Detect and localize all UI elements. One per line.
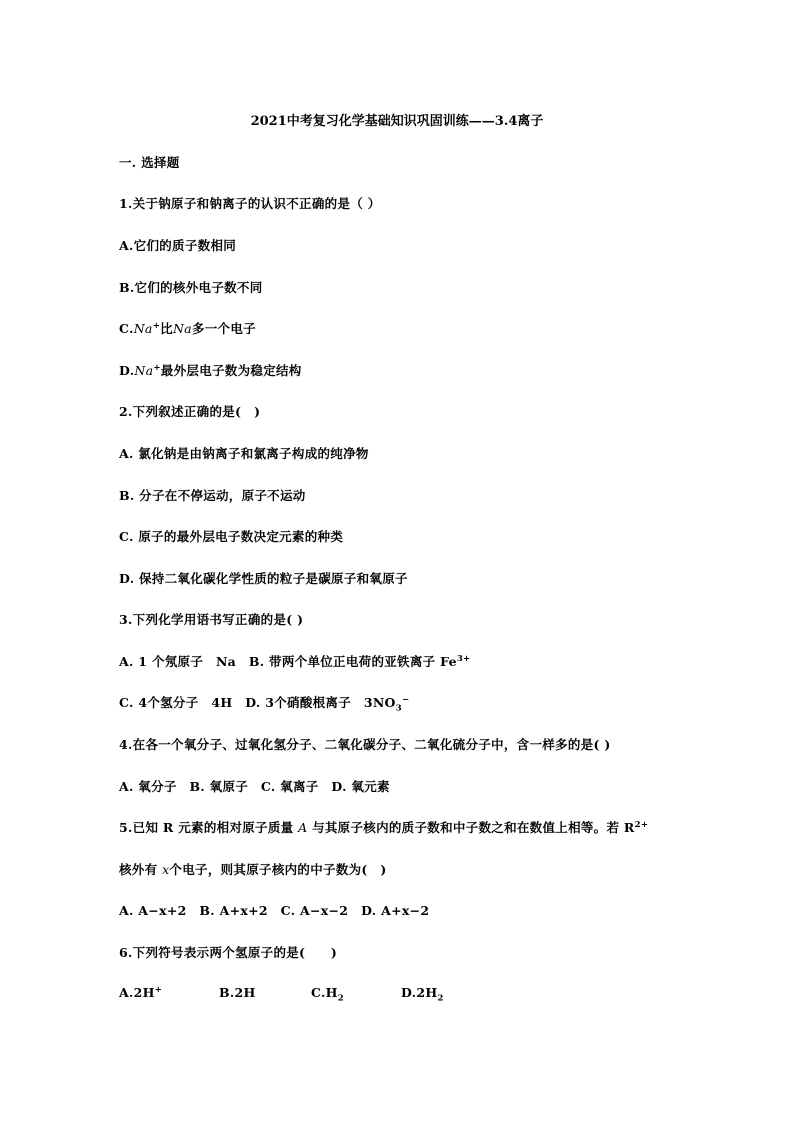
q6-d-text: D.2H [401,985,438,1001]
q3-ab-text: A. 1 个氖原子 Na B. 带两个单位正电荷的亚铁离子 Fe [119,654,457,669]
q6-option-c [311,985,401,1004]
q5-stem-pre: 5.已知 R 元素的相对原子质量 [119,820,299,835]
q1-c-post: 多一个电子 [191,321,256,336]
q6-stem: 6.下列符号表示两个氢原子的是( ) [119,945,338,960]
q3-options-ab [119,652,470,670]
q6-options [119,985,444,1004]
q1-option-b: B.它们的核外电子数不同 [119,280,263,295]
q1-option-d [119,361,302,379]
q5-stem [119,818,648,836]
q1-stem: 1.关于钠原子和钠离子的认识不正确的是（ ） [119,196,381,211]
q6-d-subscript: 2 [437,993,444,1004]
q5-options: A. A−x+2 B. A+x+2 C. A−x−2 D. A+x−2 [119,903,430,918]
q3-cd-text: C. 4个氢分子 4H D. 3个硝酸根离子 3NO [119,695,396,710]
q1-d-charge: + [153,362,161,373]
q5-stem-line2 [119,860,387,878]
q6-option-a [119,985,219,1000]
q5-line2-post: 个电子，则其原子核内的中子数为( ) [169,862,387,877]
q2-option-c: C. 原子的最外层电子数决定元素的种类 [119,529,344,544]
q3-cd-subscript: 3 [395,703,402,714]
q1-d-post: 最外层电子数为稳定结构 [160,363,302,378]
q1-d-ion: Na [134,363,154,378]
q1-c-ion: Na [133,321,153,336]
document-title: 2021中考复习化学基础知识巩固训练——3.4离子 [250,114,544,129]
q1-option-a: A.它们的质子数相同 [119,238,237,253]
q1-c-mid: 比 [160,321,173,336]
q1-option-c [119,319,256,337]
q1-c-charge: + [152,320,161,331]
q2-stem: 2.下列叙述正确的是( ) [119,404,261,419]
q6-a-text: A.2H [119,985,155,1001]
q6-option-b: B.2H [219,985,256,1001]
q1-c-atom: Na [172,321,192,336]
q2-option-a: A. 氯化钠是由钠离子和氯离子构成的纯净物 [119,446,369,461]
q5-line2-pre: 核外有 [119,862,163,877]
q4-stem: 4.在各一个氧分子、过氧化氢分子、二氧化碳分子、二氧化硫分子中，含一样多的是( ) [119,737,611,752]
q5-stem-charge: 2+ [634,819,649,830]
q2-option-b: B. 分子在不停运动，原子不运动 [119,488,306,503]
q6-option-d [401,985,444,1004]
q1-c-prefix: C. [119,321,134,336]
q3-stem: 3.下列化学用语书写正确的是( ) [119,612,304,627]
q6-c-text: C.H [311,985,338,1001]
q6-a-charge: + [154,985,163,995]
q3-options-cd [119,693,409,714]
q5-line2-x: x [162,862,170,877]
q5-stem-a: A [298,820,308,835]
q1-d-prefix: D. [119,363,135,378]
q6-c-subscript: 2 [337,993,345,1004]
section-heading: 一. 选择题 [119,155,180,170]
q4-options: A. 氧分子 B. 氧原子 C. 氧离子 D. 氧元素 [119,779,390,794]
q2-option-d: D. 保持二氧化碳化学性质的粒子是碳原子和氧原子 [119,571,408,586]
q5-stem-mid: 与其原子核内的质子数和中子数之和在数值上相等。若 R [307,820,635,835]
q3-cd-charge: − [401,694,410,705]
q3-ab-charge: 3+ [456,653,471,664]
